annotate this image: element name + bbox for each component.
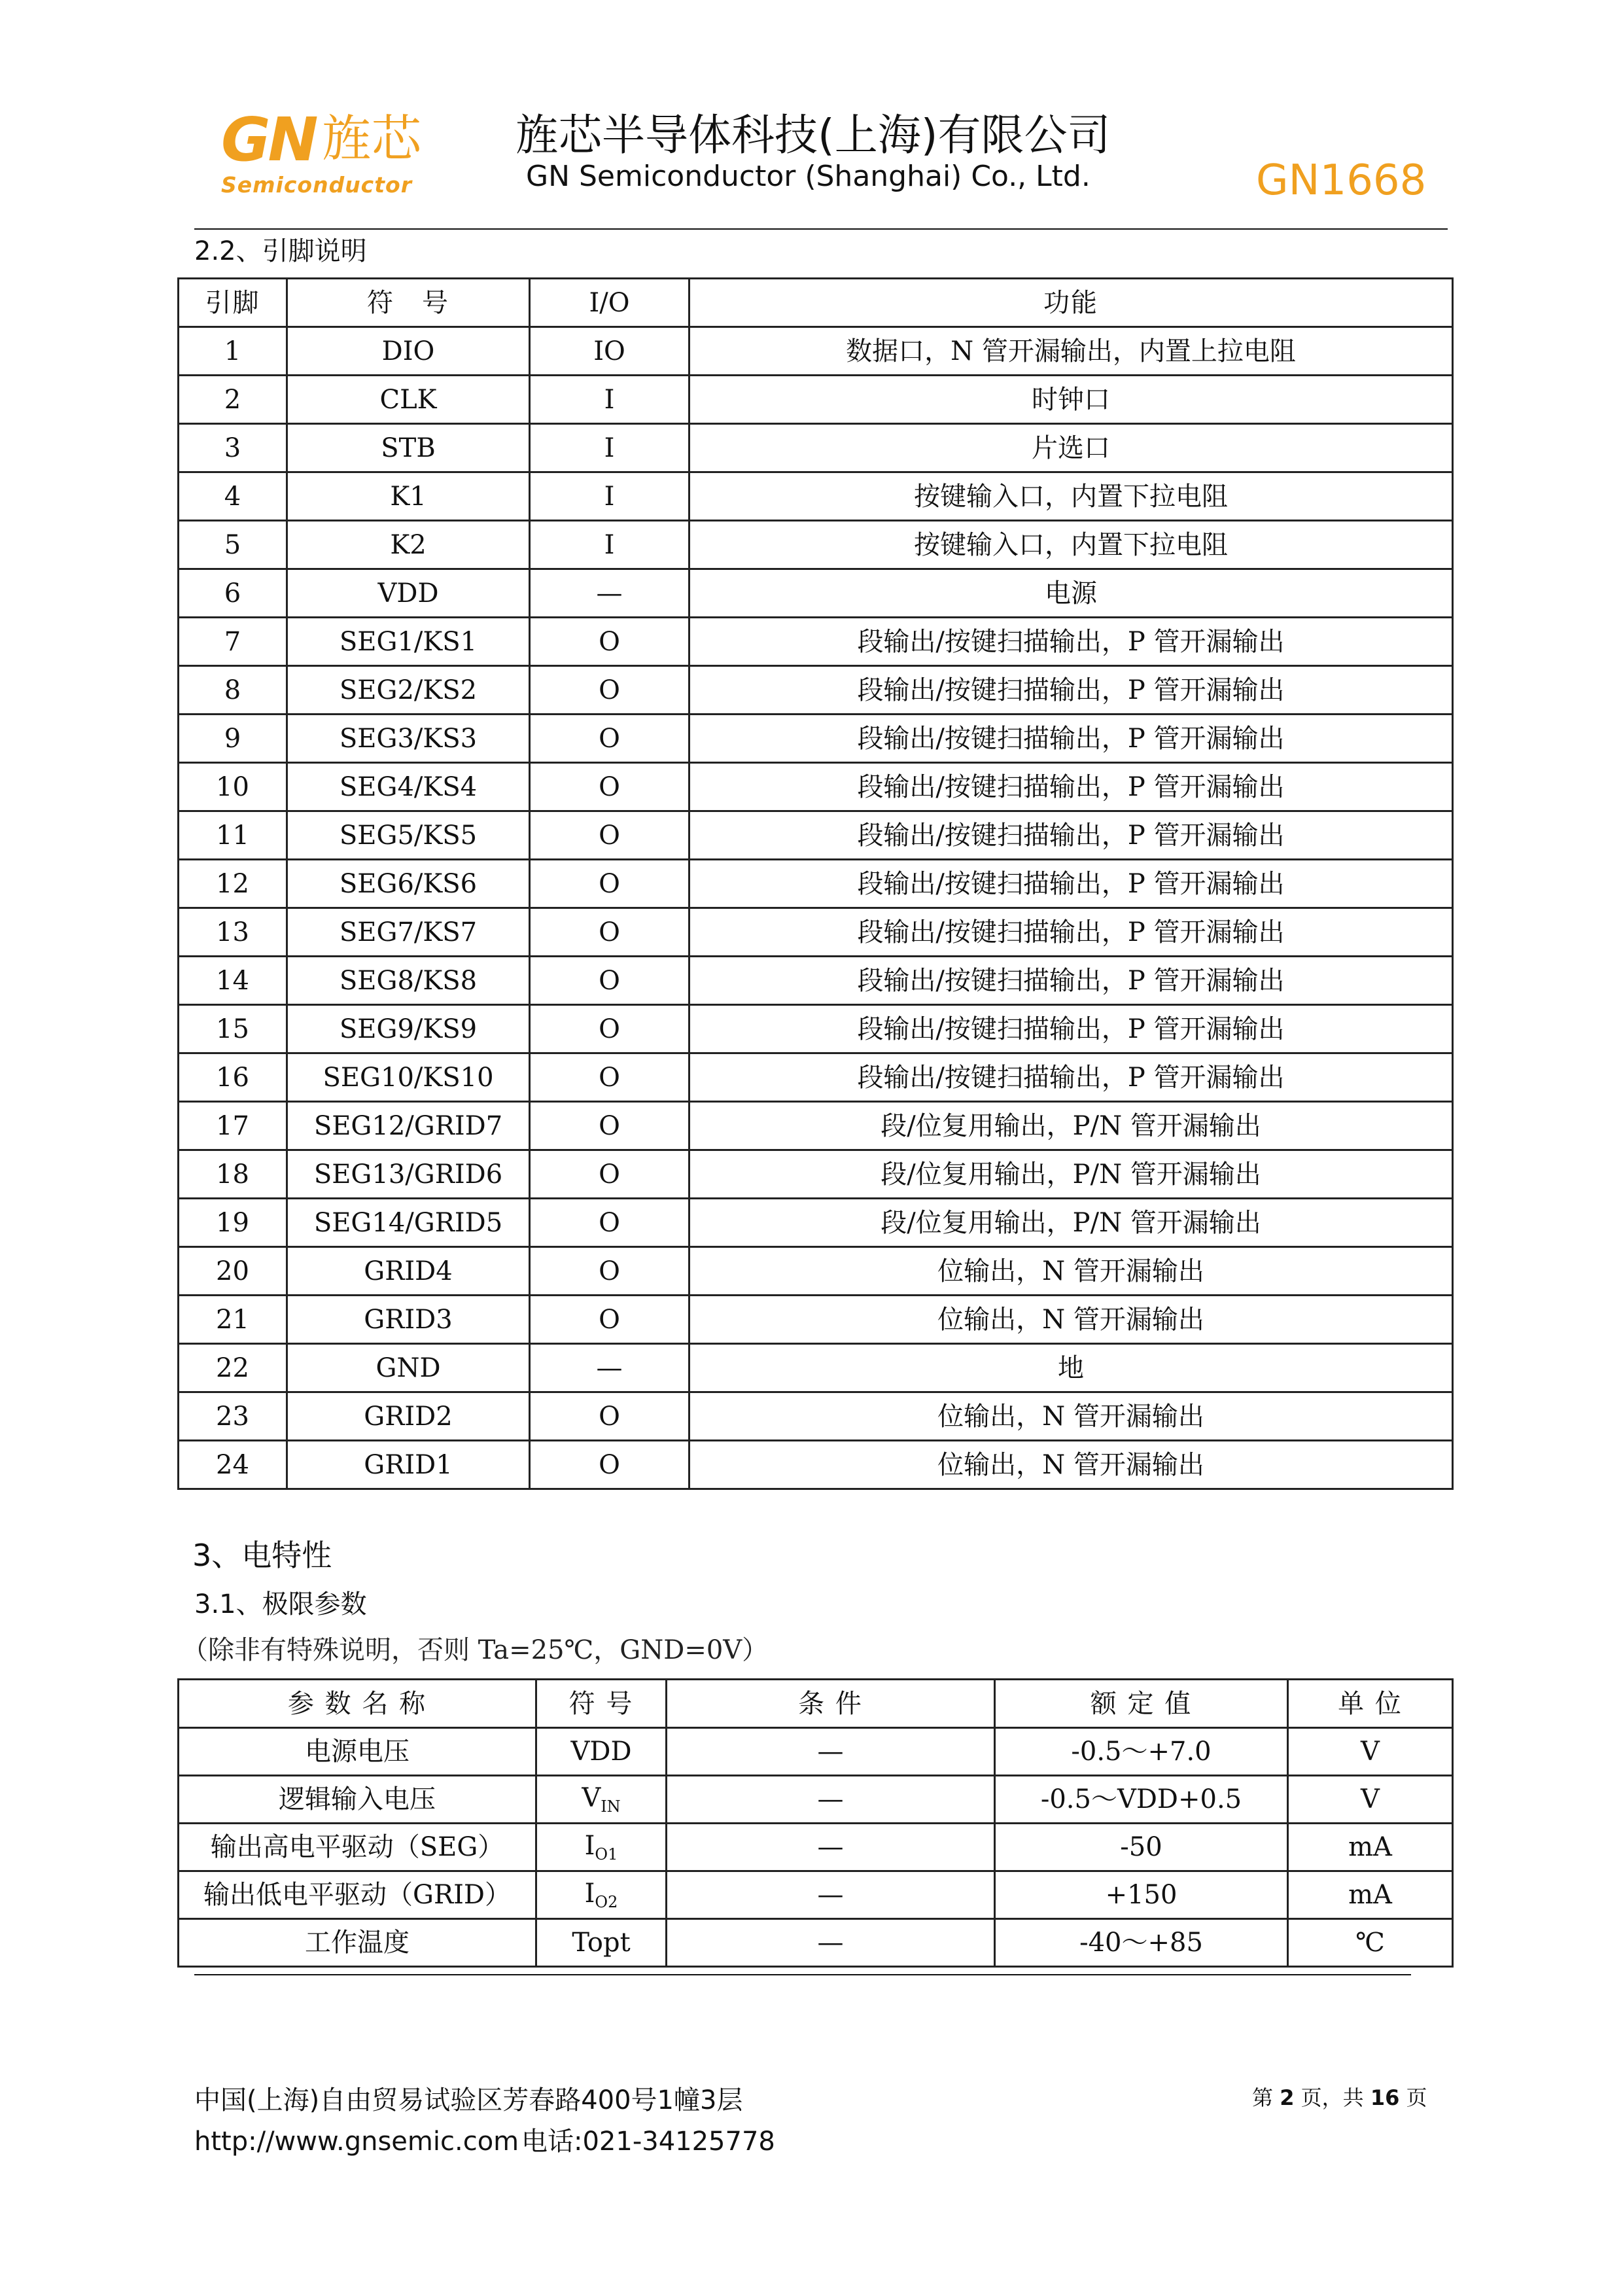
page-number: 2 [1280, 2085, 1295, 2110]
pin-function-cell: 位输出，N 管开漏输出 [689, 1296, 1453, 1344]
pin-symbol-cell: GRID1 [287, 1441, 530, 1489]
pin-symbol-cell: SEG8/KS8 [287, 957, 530, 1005]
footer-website[interactable]: http://www.gnsemic.com [194, 2127, 519, 2157]
pin-symbol-cell: K1 [287, 472, 530, 521]
pin-function-cell: 位输出，N 管开漏输出 [689, 1247, 1453, 1296]
pin-number-cell: 9 [179, 715, 287, 763]
pin-function-cell: 段/位复用输出，P/N 管开漏输出 [689, 1150, 1453, 1199]
pin-io-cell: I [530, 424, 689, 472]
header-cell-function: 功能 [689, 279, 1453, 327]
pin-symbol-cell: SEG5/KS5 [287, 811, 530, 860]
table-row [179, 811, 1453, 860]
param-rating-cell: +150 [995, 1871, 1288, 1919]
header-cell-condition: 条 件 [667, 1680, 995, 1728]
table-row [179, 1824, 1453, 1871]
pin-number-cell: 3 [179, 424, 287, 472]
pin-function-cell: 片选口 [689, 424, 1453, 472]
page-prefix: 第 [1252, 2085, 1274, 2110]
pin-number-cell: 6 [179, 569, 287, 618]
symbol-main: V [582, 1782, 601, 1813]
table-row [179, 763, 1453, 811]
company-name-en: GN Semiconductor (Shanghai) Co., Ltd. [526, 160, 1091, 193]
table-row [179, 666, 1453, 715]
pin-symbol-cell: SEG6/KS6 [287, 860, 530, 908]
pin-symbol-cell: STB [287, 424, 530, 472]
pin-function-cell: 段输出/按键扫描输出，P 管开漏输出 [689, 811, 1453, 860]
pin-number-cell: 19 [179, 1199, 287, 1247]
pin-function-cell: 段输出/按键扫描输出，P 管开漏输出 [689, 1005, 1453, 1053]
param-condition-cell: — [667, 1824, 995, 1871]
table-row [179, 1871, 1453, 1919]
param-condition-cell: — [667, 1776, 995, 1824]
elec-section-title: 3、电特性 [192, 1538, 332, 1573]
table-row [179, 1776, 1453, 1824]
pin-number-cell: 17 [179, 1102, 287, 1150]
logo-subtitle: Semiconductor [221, 172, 412, 198]
symbol-subscript: O1 [595, 1845, 618, 1863]
param-rating-cell: -0.5～+7.0 [995, 1728, 1288, 1776]
pin-io-cell: — [530, 1344, 689, 1392]
param-condition-cell: — [667, 1919, 995, 1967]
pin-io-cell: I [530, 521, 689, 569]
pin-function-cell: 段/位复用输出，P/N 管开漏输出 [689, 1102, 1453, 1150]
table-row [179, 1005, 1453, 1053]
pin-symbol-cell: SEG9/KS9 [287, 1005, 530, 1053]
pin-number-cell: 11 [179, 811, 287, 860]
pin-io-cell: O [530, 1441, 689, 1489]
pin-io-cell: O [530, 618, 689, 666]
table-row [179, 1199, 1453, 1247]
pin-io-cell: O [530, 908, 689, 957]
pin-number-cell: 18 [179, 1150, 287, 1199]
pin-symbol-cell: SEG1/KS1 [287, 618, 530, 666]
pin-function-cell: 段输出/按键扫描输出，P 管开漏输出 [689, 763, 1453, 811]
param-unit-cell: ℃ [1288, 1919, 1453, 1967]
pin-io-cell: O [530, 715, 689, 763]
pin-symbol-cell: GND [287, 1344, 530, 1392]
pin-symbol-cell: SEG4/KS4 [287, 763, 530, 811]
pin-number-cell: 5 [179, 521, 287, 569]
pin-symbol-cell: GRID3 [287, 1296, 530, 1344]
param-rating-cell: -0.5～VDD+0.5 [995, 1776, 1288, 1824]
pin-number-cell: 24 [179, 1441, 287, 1489]
pin-io-cell: — [530, 569, 689, 618]
pin-number-cell: 16 [179, 1053, 287, 1102]
table-row [179, 472, 1453, 521]
param-unit-cell: mA [1288, 1871, 1453, 1919]
param-name-cell: 工作温度 [179, 1919, 536, 1967]
pin-function-cell: 地 [689, 1344, 1453, 1392]
param-name-cell: 输出低电平驱动（GRID） [179, 1871, 536, 1919]
param-symbol-cell [536, 1728, 667, 1776]
pin-number-cell: 4 [179, 472, 287, 521]
pin-symbol-cell: VDD [287, 569, 530, 618]
pin-io-cell: O [530, 1296, 689, 1344]
company-name-cn: 旌芯半导体科技(上海)有限公司 [515, 110, 1111, 160]
pin-function-cell: 段输出/按键扫描输出，P 管开漏输出 [689, 666, 1453, 715]
table-row [179, 1102, 1453, 1150]
table-row [179, 327, 1453, 376]
pin-symbol-cell: GRID4 [287, 1247, 530, 1296]
pin-symbol-cell: DIO [287, 327, 530, 376]
pin-function-cell: 按键输入口，内置下拉电阻 [689, 472, 1453, 521]
pin-io-cell: O [530, 1053, 689, 1102]
table-row [179, 1392, 1453, 1441]
pin-function-cell: 段输出/按键扫描输出，P 管开漏输出 [689, 715, 1453, 763]
table-row [179, 1296, 1453, 1344]
pin-io-cell: O [530, 1005, 689, 1053]
header-cell-symbol: 符 号 [536, 1680, 667, 1728]
table-row [179, 1919, 1453, 1967]
part-number: GN1668 [1256, 156, 1427, 205]
symbol-main: Topt [572, 1928, 631, 1958]
pin-symbol-cell: SEG2/KS2 [287, 666, 530, 715]
symbol-subscript: IN [601, 1797, 621, 1816]
table-header-row [179, 1680, 1453, 1728]
table-row [179, 1150, 1453, 1199]
pin-function-cell: 按键输入口，内置下拉电阻 [689, 521, 1453, 569]
symbol-subscript: O2 [595, 1892, 618, 1911]
pin-io-cell: O [530, 811, 689, 860]
pin-number-cell: 14 [179, 957, 287, 1005]
pin-function-cell: 段输出/按键扫描输出，P 管开漏输出 [689, 618, 1453, 666]
pin-function-cell: 段输出/按键扫描输出，P 管开漏输出 [689, 1053, 1453, 1102]
pin-io-cell: I [530, 376, 689, 424]
page-mid: 页，共 [1300, 2085, 1364, 2110]
page-indicator [1252, 2087, 1427, 2108]
param-symbol-cell [536, 1776, 667, 1824]
param-name-cell: 输出高电平驱动（SEG） [179, 1824, 536, 1871]
pin-symbol-cell: CLK [287, 376, 530, 424]
pin-number-cell: 8 [179, 666, 287, 715]
param-rating-cell: -40～+85 [995, 1919, 1288, 1967]
param-name-cell: 逻辑输入电压 [179, 1776, 536, 1824]
pin-function-cell: 段/位复用输出，P/N 管开漏输出 [689, 1199, 1453, 1247]
pin-description-table [177, 277, 1454, 1490]
header-divider [194, 228, 1448, 230]
pin-number-cell: 13 [179, 908, 287, 957]
pin-io-cell: I [530, 472, 689, 521]
param-name-cell: 电源电压 [179, 1728, 536, 1776]
param-symbol-cell [536, 1919, 667, 1967]
table-row [179, 1247, 1453, 1296]
conditions-note: （除非有特殊说明，否则 Ta=25℃，GND=0V） [182, 1635, 769, 1665]
pin-symbol-cell: SEG7/KS7 [287, 908, 530, 957]
table-row [179, 376, 1453, 424]
table-row [179, 715, 1453, 763]
pin-number-cell: 15 [179, 1005, 287, 1053]
pin-io-cell: IO [530, 327, 689, 376]
absolute-max-ratings-table [177, 1678, 1454, 1968]
pin-io-cell: O [530, 1247, 689, 1296]
pin-section-title: 2.2、引脚说明 [194, 236, 367, 266]
logo-gn-mark: GN [221, 105, 316, 175]
table-row [179, 424, 1453, 472]
pin-function-cell: 段输出/按键扫描输出，P 管开漏输出 [689, 908, 1453, 957]
pin-symbol-cell: SEG12/GRID7 [287, 1102, 530, 1150]
header-cell-unit: 单 位 [1288, 1680, 1453, 1728]
pin-function-cell: 电源 [689, 569, 1453, 618]
page-total: 16 [1370, 2085, 1400, 2110]
pin-function-cell: 数据口，N 管开漏输出，内置上拉电阻 [689, 327, 1453, 376]
table-row [179, 1053, 1453, 1102]
footer-address: 中国(上海)自由贸易试验区芳春路400号1幢3层 [194, 2085, 743, 2115]
pin-number-cell: 1 [179, 327, 287, 376]
page-suffix: 页 [1406, 2085, 1427, 2110]
param-condition-cell: — [667, 1871, 995, 1919]
table-row [179, 908, 1453, 957]
pin-symbol-cell: GRID2 [287, 1392, 530, 1441]
pin-symbol-cell: SEG10/KS10 [287, 1053, 530, 1102]
pin-symbol-cell: K2 [287, 521, 530, 569]
pin-io-cell: O [530, 1392, 689, 1441]
pin-io-cell: O [530, 1150, 689, 1199]
param-condition-cell: — [667, 1728, 995, 1776]
table-row [179, 1728, 1453, 1776]
header-cell-param: 参 数 名 称 [179, 1680, 536, 1728]
param-symbol-cell [536, 1871, 667, 1919]
table-row [179, 569, 1453, 618]
table-header-row [179, 279, 1453, 327]
table-row [179, 860, 1453, 908]
pin-number-cell: 22 [179, 1344, 287, 1392]
pin-number-cell: 20 [179, 1247, 287, 1296]
param-symbol-cell [536, 1824, 667, 1871]
pin-io-cell: O [530, 1199, 689, 1247]
param-unit-cell: V [1288, 1728, 1453, 1776]
param-rating-cell: -50 [995, 1824, 1288, 1871]
header-cell-io: I/O [530, 279, 689, 327]
pin-function-cell: 段输出/按键扫描输出，P 管开漏输出 [689, 860, 1453, 908]
logo-chinese-name: 旌芯 [322, 109, 421, 168]
limit-params-title: 3.1、极限参数 [194, 1589, 367, 1619]
pin-io-cell: O [530, 666, 689, 715]
pin-symbol-cell: SEG13/GRID6 [287, 1150, 530, 1199]
symbol-main: VDD [570, 1737, 632, 1767]
pin-number-cell: 10 [179, 763, 287, 811]
pin-function-cell: 位输出，N 管开漏输出 [689, 1441, 1453, 1489]
pin-number-cell: 21 [179, 1296, 287, 1344]
footer-divider [194, 1974, 1411, 1975]
footer-phone: 电话:021-34125778 [521, 2127, 775, 2157]
pin-function-cell: 位输出，N 管开漏输出 [689, 1392, 1453, 1441]
pin-io-cell: O [530, 860, 689, 908]
pin-number-cell: 2 [179, 376, 287, 424]
pin-number-cell: 7 [179, 618, 287, 666]
table-row [179, 618, 1453, 666]
param-unit-cell: mA [1288, 1824, 1453, 1871]
pin-number-cell: 23 [179, 1392, 287, 1441]
pin-function-cell: 时钟口 [689, 376, 1453, 424]
pin-number-cell: 12 [179, 860, 287, 908]
symbol-main: I [584, 1878, 595, 1909]
pin-io-cell: O [530, 957, 689, 1005]
pin-symbol-cell: SEG14/GRID5 [287, 1199, 530, 1247]
pin-function-cell: 段输出/按键扫描输出，P 管开漏输出 [689, 957, 1453, 1005]
header-cell-pin: 引脚 [179, 279, 287, 327]
pin-io-cell: O [530, 1102, 689, 1150]
table-row [179, 957, 1453, 1005]
table-row [179, 1344, 1453, 1392]
param-unit-cell: V [1288, 1776, 1453, 1824]
table-row [179, 521, 1453, 569]
pin-io-cell: O [530, 763, 689, 811]
header-cell-rating: 额 定 值 [995, 1680, 1288, 1728]
symbol-main: I [584, 1830, 595, 1861]
header-cell-symbol: 符 号 [287, 279, 530, 327]
pin-symbol-cell: SEG3/KS3 [287, 715, 530, 763]
table-row [179, 1441, 1453, 1489]
